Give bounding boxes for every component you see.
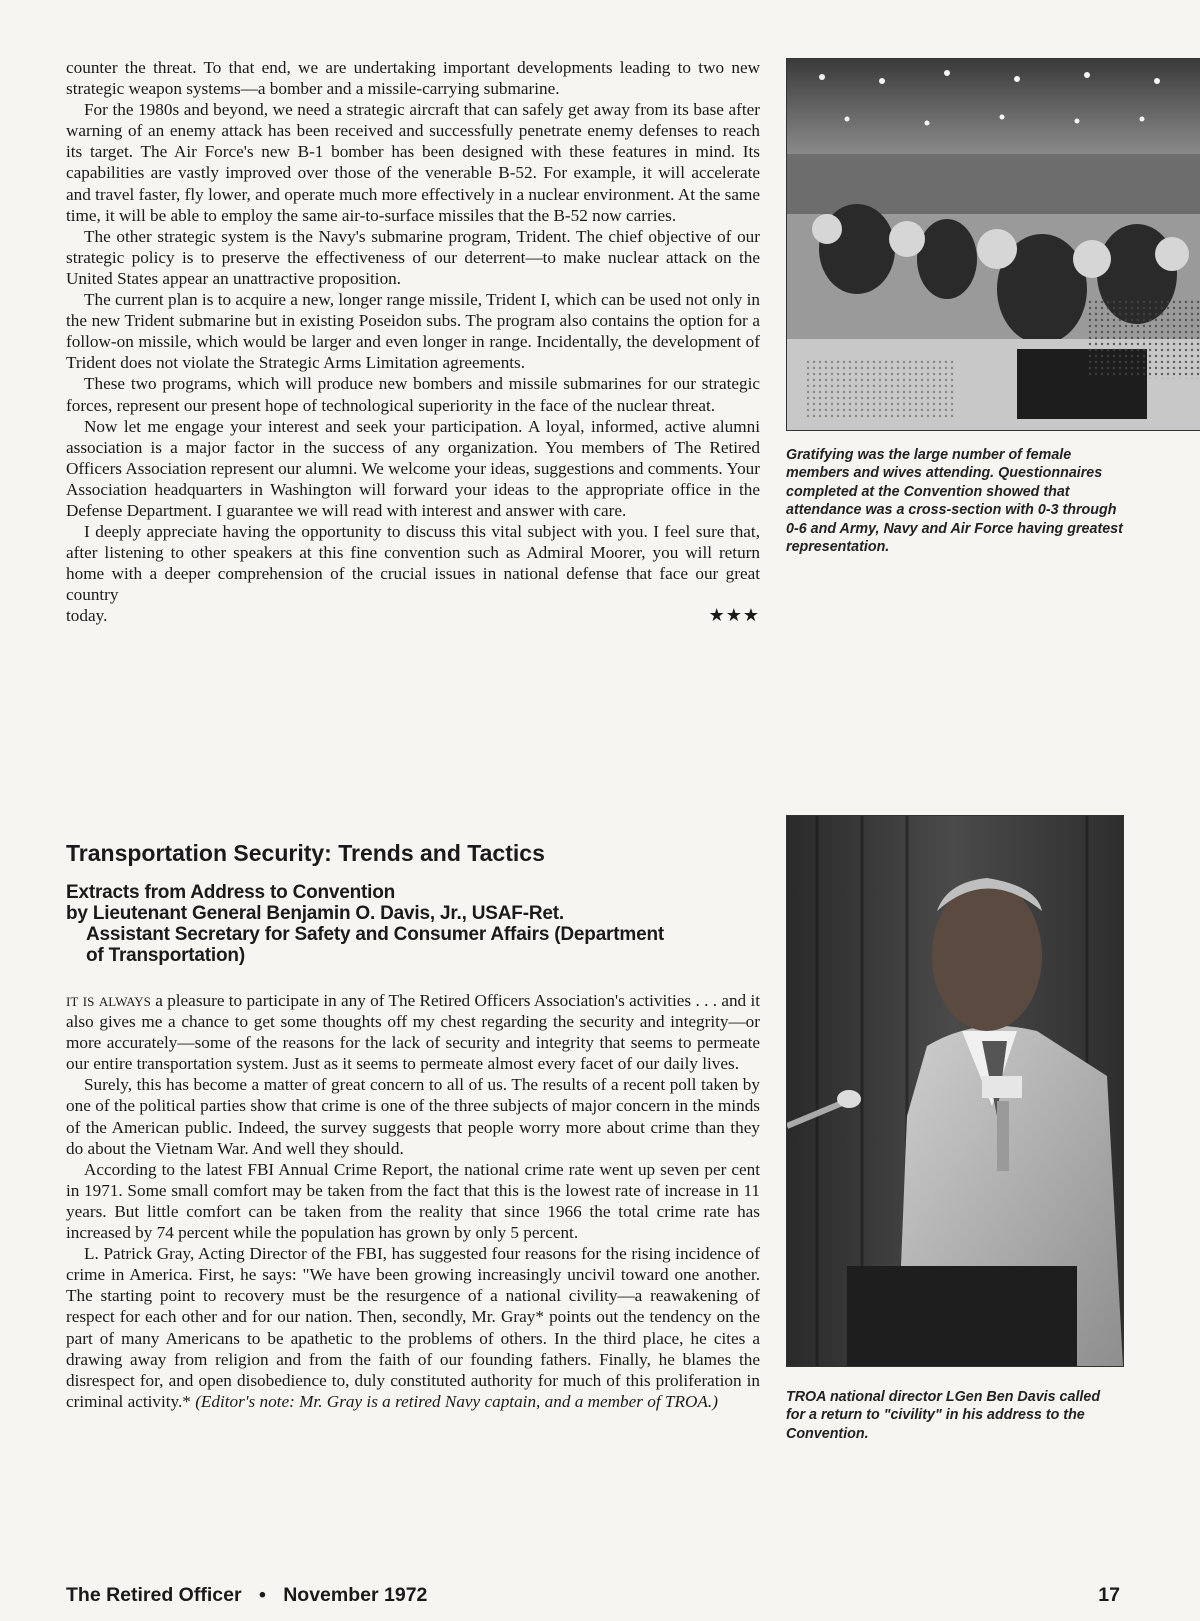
upper-paragraph-2: For the 1980s and beyond, we need a strategic aircraft that can safely get away from its base after warning of an enemy attack has been received and successfully penetrate enemy defenses to reach its target. The Air Force's new B-1 bomber has been designed with these features in mind. Its capabilities are vastly improved over those of the venerable B-52. For example, it will accelerate and travel faster, fly lower, and operate much more effectively in a nuclear environment. At the same time, it will be able to employ the same air-to-surface missiles that the B-52 now carries.	[66, 100, 760, 225]
upper-paragraph-1: counter the threat. To that end, we are undertaking important developments leading to two new strategic weapon systems—a bomber and a missile-carrying submarine.	[66, 58, 760, 99]
upper-last-line: today.	[66, 606, 108, 626]
byline-line-3: Assistant Secretary for Safety and Consumer Affairs (Department	[86, 924, 664, 945]
article-paragraph-2: Surely, this has become a matter of great concern to all of us. The results of a recent poll taken by one of the political parties show that crime is one of the three subjects of major concern in the minds of the American public. Indeed, the survey suggests that people worry more about crime than they do about the Vietnam War. And well they should.	[66, 1075, 760, 1158]
article-paragraph-4-text: L. Patrick Gray, Acting Director of the FBI, has suggested four reasons for the rising incidence of crime in America. First, he says: "We have been growing increasingly uncivil toward one another. The starting point to recovery must be the resurgence of a national civility—a reawakening of respect for each other and for our nation. Then, secondly, Mr. Gray* points out the tendency on the part of many Americans to be apathetic to the problems of others. In the third place, he cites a drawing away from religion and from the faith of our founding fathers. Finally, he blames the disrespect for, and open disobedience to, duly constituted authority for much of this proliferation in criminal activity.*	[66, 1244, 760, 1411]
upper-article	[66, 57, 760, 627]
upper-paragraph-6: Now let me engage your interest and seek your participation. A loyal, informed, active alumni association is a major factor in the success of any organization. You members of The Retired Officers Association represent our alumni. We welcome your ideas, suggestions and comments. Your Association headquarters in Washington will forward your ideas to the appropriate office in the Defense Department. I guarantee we will read with interest and answer with care.	[66, 416, 760, 520]
footer-bullet: •	[258, 1584, 266, 1606]
editors-note: (Editor's note: Mr. Gray is a retired Navy captain, and a member of TROA.)	[195, 1391, 718, 1411]
lead-smallcaps: it is always	[66, 990, 151, 1010]
article-paragraph-3: According to the latest FBI Annual Crime Report, the national crime rate went up seven per cent in 1971. Some small comfort may be taken from the fact that this is the lowest rate of increase in 11 years. But little comfort can be taken from the reality that since 1966 the total crime rate has increased by 74 percent while the population has grown by only 5 percent.	[66, 1159, 760, 1243]
davis-speaker-image	[787, 816, 1123, 1366]
convention-photo-caption: Gratifying was the large number of female members and wives attending. Questionnaires completed at the Convention showed that attendance was a cross-section with 0-3 through 0-6 and Army, Navy and Air Force having greatest representation.	[786, 447, 1123, 556]
article-title: Transportation Security: Trends and Tactics	[66, 840, 545, 866]
publication-date: November 1972	[283, 1584, 428, 1606]
article-paragraph-4	[66, 1243, 760, 1412]
upper-paragraph-4: The current plan is to acquire a new, longer range missile, Trident I, which can be used not only in the new Trident submarine but in existing Poseidon subs. The program also contains the option for a follow-on missile, which would be larger and even longer in range. Incidentally, the development of Trident does not violate the Strategic Arms Limitation agreements.	[66, 290, 760, 373]
upper-paragraph-3: The other strategic system is the Navy's submarine program, Trident. The chief objective of our strategic policy is to preserve the effectiveness of our deterrent—to make nuclear attack on the United States appear an unattractive proposition.	[66, 226, 760, 288]
footer-publication-info	[66, 1584, 427, 1607]
byline-line-1: Extracts from Address to Convention	[66, 882, 396, 903]
convention-audience-image	[787, 59, 1200, 430]
article-byline	[66, 882, 766, 966]
publication-name: The Retired Officer	[66, 1584, 242, 1606]
lead-text: a pleasure to participate in any of The Retired Officers Association's activities . . . and it also gives me a chance to get some thoughts off my chest regarding the security and integrity—or more accurately—some of the reasons for the lack of security and integrity that seems to permeate our entire transportation system. Just as it seems to permeate almost every facet of our daily lives.	[66, 991, 761, 1074]
upper-paragraph-7: I deeply appreciate having the opportunity to discuss this vital subject with you. I feel sure that, after listening to other speakers at this fine convention such as Admiral Moorer, you will return home with a deeper comprehension of the crucial issues in national defense that face our great country	[66, 522, 760, 605]
end-of-article-stars: ★★★	[708, 605, 760, 626]
upper-paragraph-5: These two programs, which will produce new bombers and missile submarines for our strategic forces, represent our present hope of technological superiority in the face of the nuclear threat.	[66, 374, 760, 415]
upper-article-end	[66, 605, 760, 626]
page-number: 17	[1098, 1584, 1120, 1606]
article-lead-paragraph	[66, 990, 760, 1074]
byline-line-4: of Transportation)	[86, 945, 245, 966]
davis-speaker-photo	[786, 815, 1124, 1367]
article-body	[66, 990, 760, 1412]
page-footer	[66, 1584, 1120, 1607]
byline-line-2: by Lieutenant General Benjamin O. Davis, Jr., USAF-Ret.	[66, 903, 564, 924]
davis-photo-caption: TROA national director LGen Ben Davis called for a return to "civility" in his address to the Convention.	[786, 1389, 1101, 1442]
convention-audience-photo	[786, 58, 1200, 431]
